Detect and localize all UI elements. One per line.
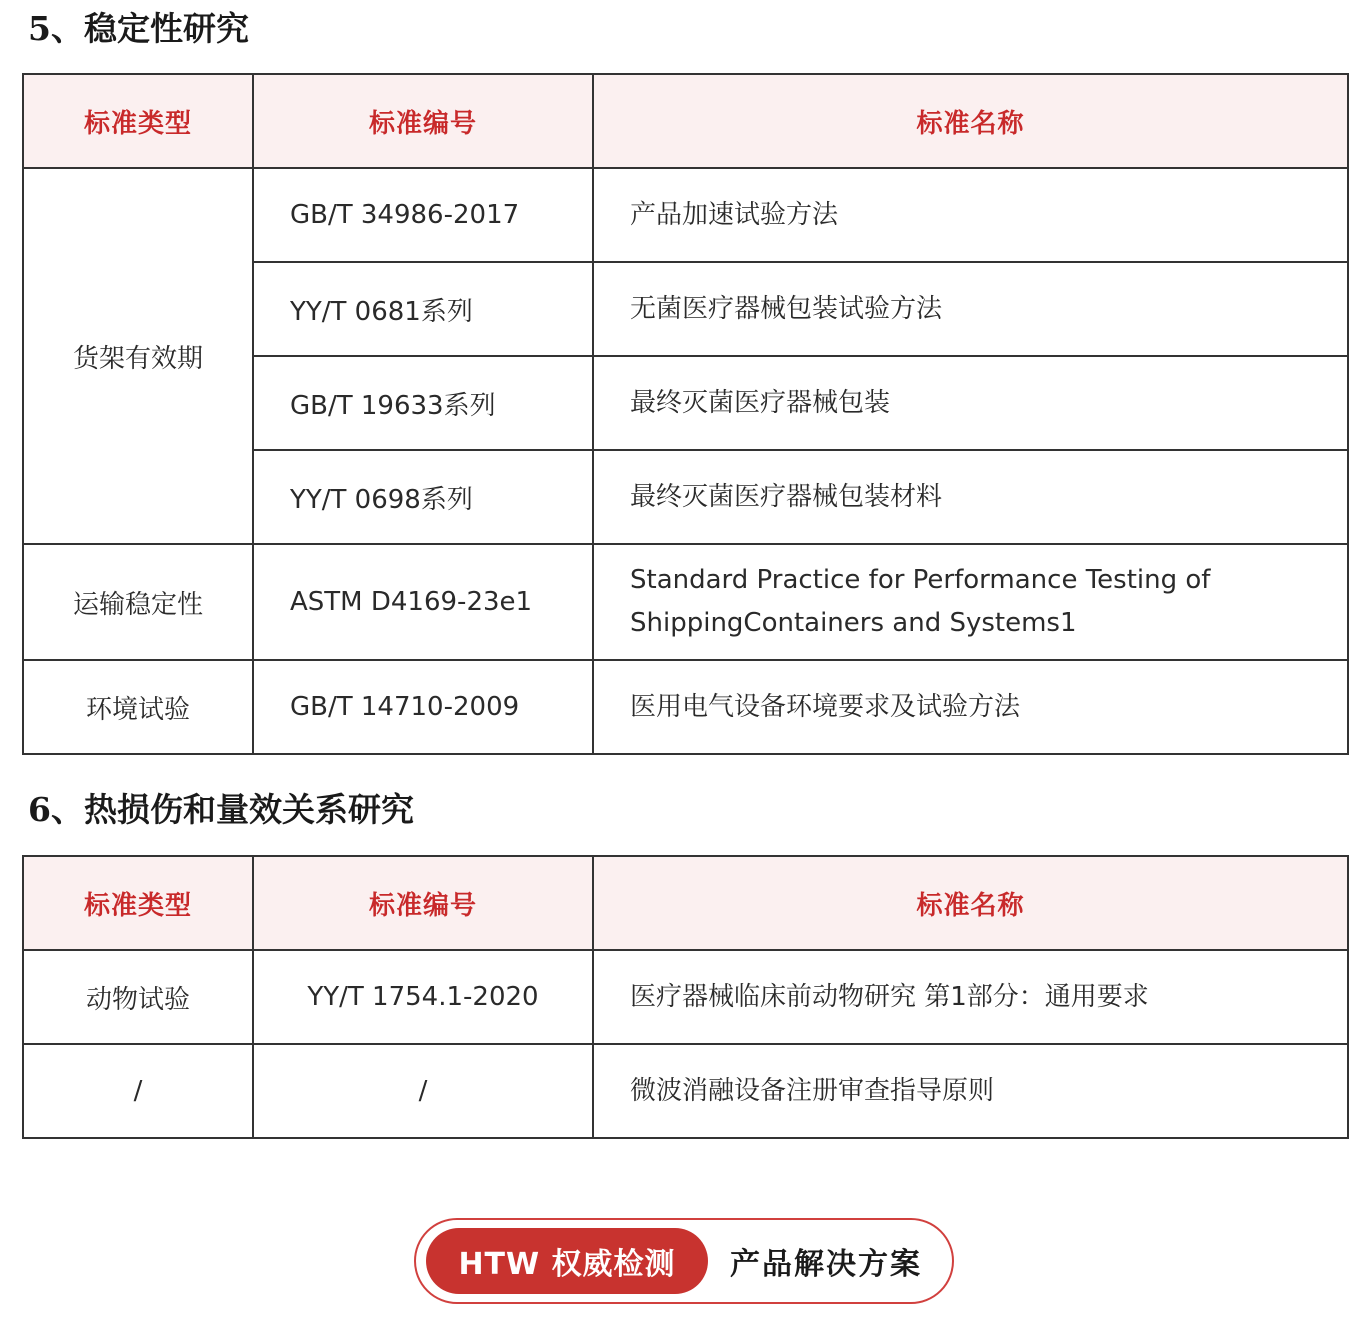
- header-standard-code: 标准编号: [253, 74, 593, 168]
- standard-code-cell: YY/T 0698系列: [253, 450, 593, 544]
- stability-standards-table: [22, 73, 1349, 755]
- header-standard-name: 标准名称: [593, 74, 1348, 168]
- product-solutions-label: 产品解决方案: [730, 1247, 922, 1282]
- thermal-damage-standards-table: [22, 855, 1349, 1139]
- standard-name-line: ShippingContainers and Systems1: [630, 608, 1077, 638]
- standard-code-cell: GB/T 34986-2017: [253, 168, 593, 262]
- standard-type-cell: 环境试验: [23, 660, 253, 754]
- standard-name-cell: 最终灭菌医疗器械包装材料: [593, 450, 1348, 544]
- standard-type-cell: /: [23, 1044, 253, 1138]
- section-5-title: 5、稳定性研究: [28, 9, 249, 48]
- brand-badge: HTW 权威检测: [426, 1228, 708, 1294]
- table-row: [23, 544, 1348, 660]
- standard-name-line: Standard Practice for Performance Testing of: [630, 565, 1211, 596]
- standard-code-cell: /: [253, 1044, 593, 1138]
- table-header-row: [23, 856, 1348, 950]
- standard-type-cell: 动物试验: [23, 950, 253, 1044]
- table-row: [23, 660, 1348, 754]
- standard-name-cell: 产品加速试验方法: [593, 168, 1348, 262]
- header-standard-name: 标准名称: [593, 856, 1348, 950]
- standard-name-cell: 无菌医疗器械包装试验方法: [593, 262, 1348, 356]
- standard-name-cell: 医用电气设备环境要求及试验方法: [593, 660, 1348, 754]
- standard-name-cell: 最终灭菌医疗器械包装: [593, 356, 1348, 450]
- section-6-title: 6、热损伤和量效关系研究: [28, 790, 414, 829]
- standard-code-cell: GB/T 19633系列: [253, 356, 593, 450]
- header-standard-type: 标准类型: [23, 856, 253, 950]
- table-row: [23, 1044, 1348, 1138]
- product-solutions-link[interactable]: [414, 1218, 954, 1304]
- standard-type-cell: 运输稳定性: [23, 544, 253, 660]
- standard-code-cell: ASTM D4169-23e1: [253, 544, 593, 660]
- header-standard-code: 标准编号: [253, 856, 593, 950]
- table-header-row: [23, 74, 1348, 168]
- table-row: [23, 168, 1348, 262]
- standard-name-cell: 医疗器械临床前动物研究 第1部分：通用要求: [593, 950, 1348, 1044]
- standard-code-cell: YY/T 0681系列: [253, 262, 593, 356]
- standard-code-cell: GB/T 14710-2009: [253, 660, 593, 754]
- standard-name-cell: 微波消融设备注册审查指导原则: [593, 1044, 1348, 1138]
- header-standard-type: 标准类型: [23, 74, 253, 168]
- table-row: [23, 950, 1348, 1044]
- standard-code-cell: YY/T 1754.1-2020: [253, 950, 593, 1044]
- standard-type-cell: 货架有效期: [23, 168, 253, 544]
- standard-name-cell: [593, 544, 1348, 660]
